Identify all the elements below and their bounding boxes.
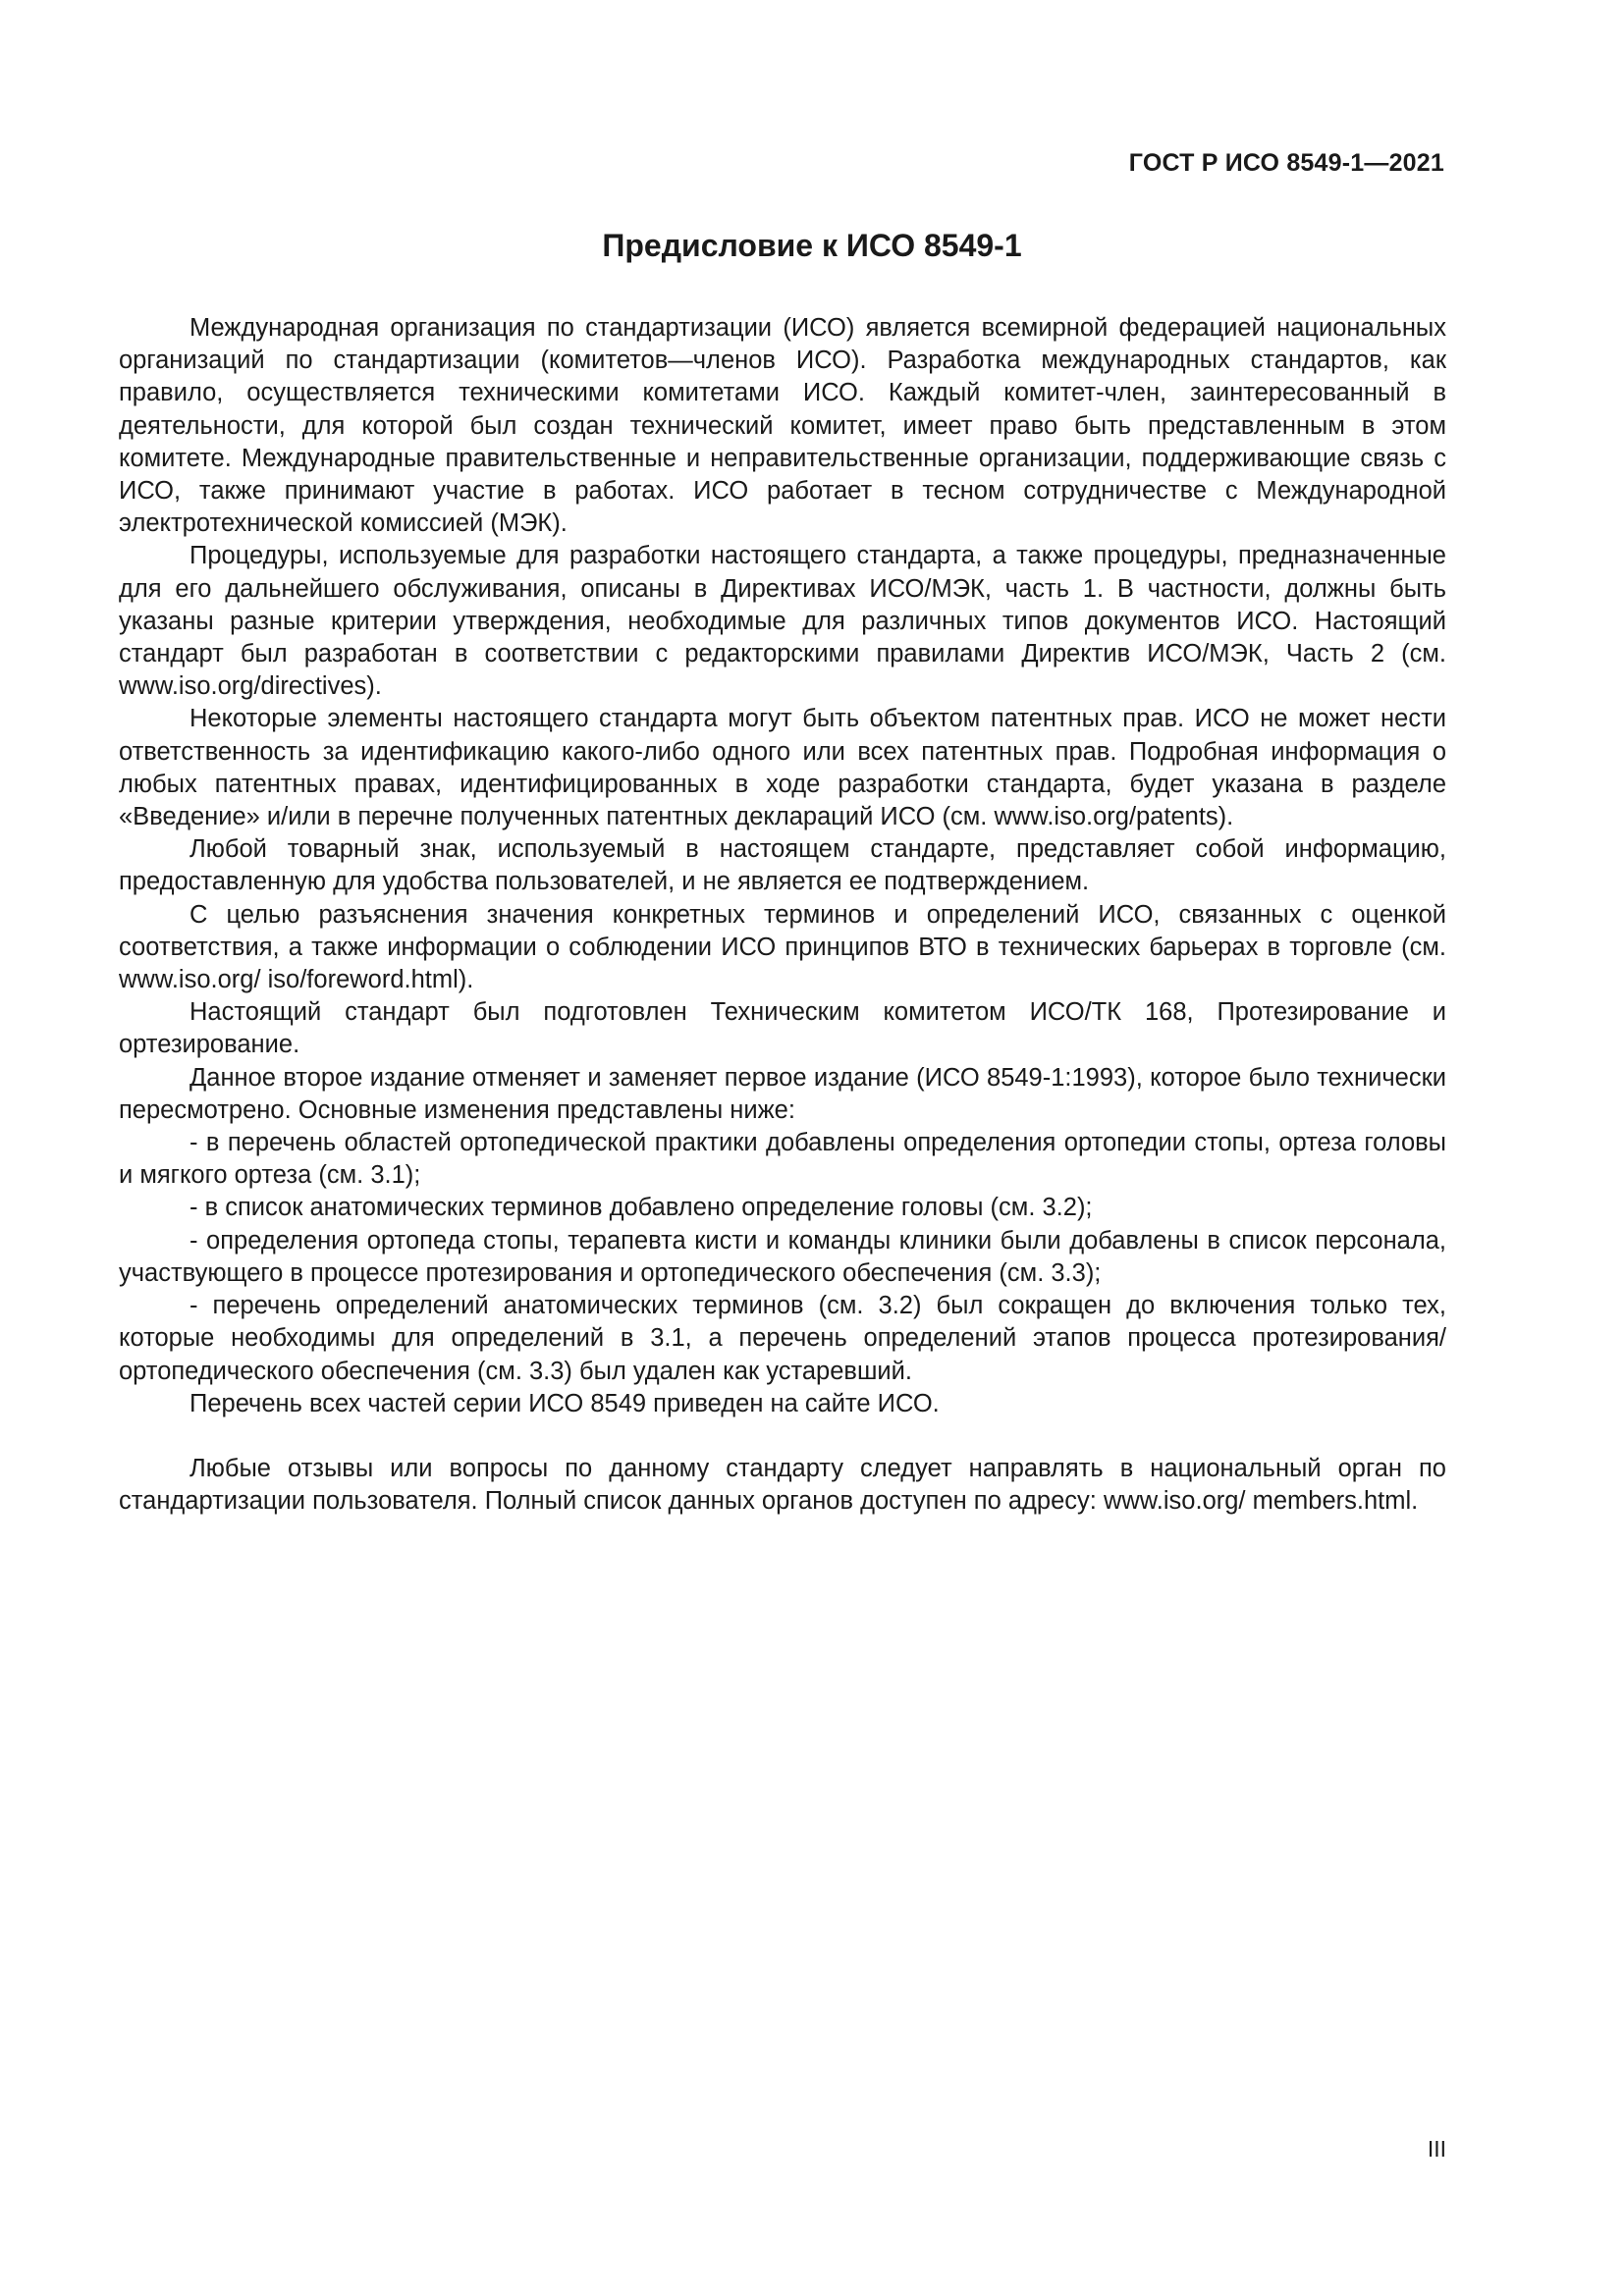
paragraph-committee: Настоящий стандарт был подготовлен Техническим комитетом ИСО/ТК 168, Протезирование и ортезирование. <box>119 998 1446 1059</box>
paragraph-parts-list: Перечень всех частей серии ИСО 8549 приведен на сайте ИСО. <box>189 1389 940 1417</box>
page-title: Предисловие к ИСО 8549-1 <box>602 228 1022 263</box>
paragraph-conformity: С целью разъяснения значения конкретных терминов и определений ИСО, связанных с оценкой соответствия, а также информации о соблюдении ИСО принципов ВТО в технических барьерах в торговле (см. www.iso.org/ iso/foreword.html). <box>119 900 1446 994</box>
paragraph-edition: Данное второе издание отменяет и заменяет первое издание (ИСО 8549-1:1993), которое было технически пересмотрено. Основные изменения представлены ниже: <box>119 1063 1446 1124</box>
document-code: ГОСТ Р ИСО 8549-1—2021 <box>1128 149 1444 177</box>
paragraph-trademark: Любой товарный знак, используемый в настоящем стандарте, представляет собой информацию, предоставленную для удобства пользователей, и не является ее подтверждением. <box>119 835 1446 896</box>
list-item-change: - определения ортопеда стопы, терапевта кисти и команды клиники были добавлены в список персонала, участвующего в процессе протезирования и ортопедического обеспечения (см. 3.3); <box>119 1226 1446 1287</box>
paragraph-patents: Некоторые элементы настоящего стандарта могут быть объектом патентных прав. ИСО не может нести ответственность за идентификацию какого-либо одного или всех патентных прав. Подробная информация о любых патентных правах, идентифицированных в ходе разработки стандарта, будет указана в разделе «Введение» и/или в перечне полученных патентных деклараций ИСО (см. www.iso.org/patents). <box>119 705 1446 831</box>
list-item-change: - в список анатомических терминов добавлено определение головы (см. 3.2); <box>189 1194 1093 1222</box>
paragraph-feedback: Любые отзывы или вопросы по данному стандарту следует направлять в национальный орган по стандартизации пользователя. Полный список данных органов доступен по адресу: www.iso.org/ members.html. <box>119 1454 1446 1516</box>
paragraph-iso-organization: Международная организация по стандартизации (ИСО) является всемирной федерацией национальных организаций по стандартизации (комитетов—членов ИСО). Разработка международных стандартов, как правило, осуществляется техническими комитетами ИСО. Каждый комитет-член, заинтересованный в деятельности, для которой был создан технический комитет, имеет право быть представленным в этом комитете. Международные правительственные и неправительственные организации, поддерживающие связь с ИСО, также принимают участие в работах. ИСО работает в тесном сотрудничестве с Международной электротехнической комиссией (МЭК). <box>119 314 1446 538</box>
list-item-change: - в перечень областей ортопедической практики добавлены определения ортопедии стопы, ортеза головы и мягкого ортеза (см. 3.1); <box>119 1129 1446 1190</box>
paragraph-procedures: Процедуры, используемые для разработки настоящего стандарта, а также процедуры, предназначенные для его дальнейшего обслуживания, описаны в Директивах ИСО/МЭК, часть 1. В частности, должны быть указаны разные критерии утверждения, необходимые для различных типов документов ИСО. Настоящий стандарт был разработан в соответствии с редакторскими правилами Директив ИСО/МЭК, Часть 2 (см. www.iso.org/directives). <box>119 542 1446 701</box>
foreword-body <box>119 312 1446 1518</box>
page-number: III <box>1427 2136 1446 2162</box>
list-item-change: - перечень определений анатомических терминов (см. 3.2) был сокращен до включения только тех, которые необходимы для определений в 3.1, а перечень определений этапов процесса протезирования/ортопедического обеспечения (см. 3.3) был удален как устаревший. <box>119 1292 1446 1385</box>
